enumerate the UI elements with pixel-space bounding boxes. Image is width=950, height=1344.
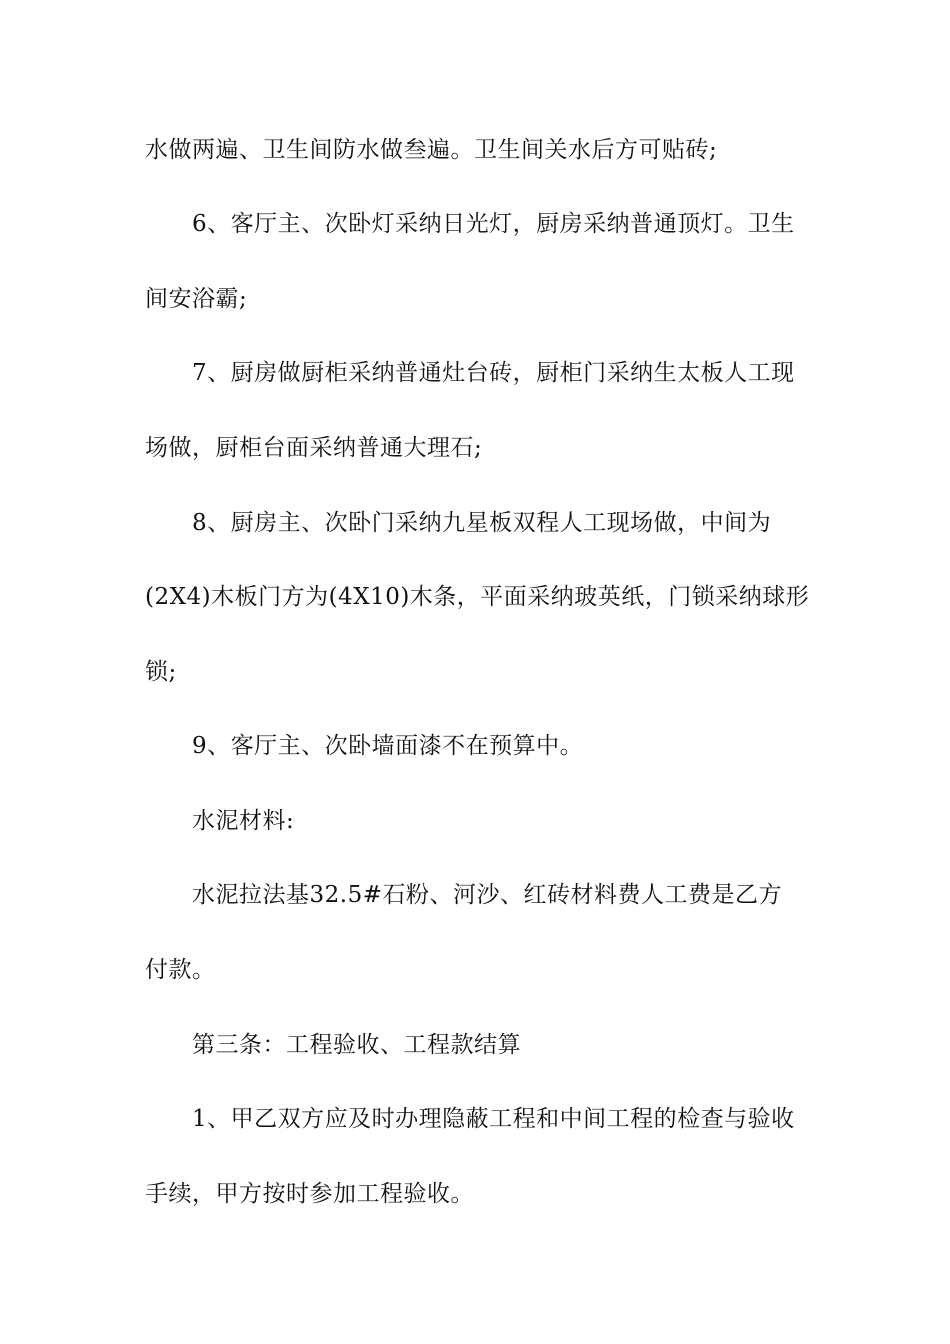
text-line-8: 锁; (145, 659, 177, 685)
text-line-12: 付款。 (145, 957, 216, 983)
text-line-9: 9、客厅主、次卧墙面漆不在预算中。 (192, 733, 584, 759)
text-line-6: 8、厨房主、次卧门采纳九星板双程人工现场做，中间为 (192, 510, 772, 536)
text-line-3: 间安浴霸; (145, 286, 248, 312)
text-line-4: 7、厨房做厨柜采纳普通灶台砖，厨柜门采纳生太板人工现 (192, 360, 795, 386)
text-line-2: 6、客厅主、次卧灯采纳日光灯，厨房采纳普通顶灯。卫生 (192, 211, 795, 237)
text-line-7: (2X4)木板门方为(4X10)木条，平面采纳玻英纸，门锁采纳球形 (145, 584, 810, 610)
text-line-14: 1、甲乙双方应及时办理隐蔽工程和中间工程的检查与验收 (192, 1106, 795, 1132)
text-line-1: 水做两遍、卫生间防水做叁遍。卫生间关水后方可贴砖; (145, 137, 718, 163)
text-line-11: 水泥拉法基32.5#石粉、河沙、红砖材料费人工费是乙方 (192, 882, 782, 908)
text-line-5: 场做，厨柜台面采纳普通大理石; (145, 435, 483, 461)
text-line-10: 水泥材料: (192, 808, 295, 834)
text-line-15: 手续，甲方按时参加工程验收。 (145, 1181, 474, 1207)
text-line-13: 第三条：工程验收、工程款结算 (192, 1032, 521, 1058)
